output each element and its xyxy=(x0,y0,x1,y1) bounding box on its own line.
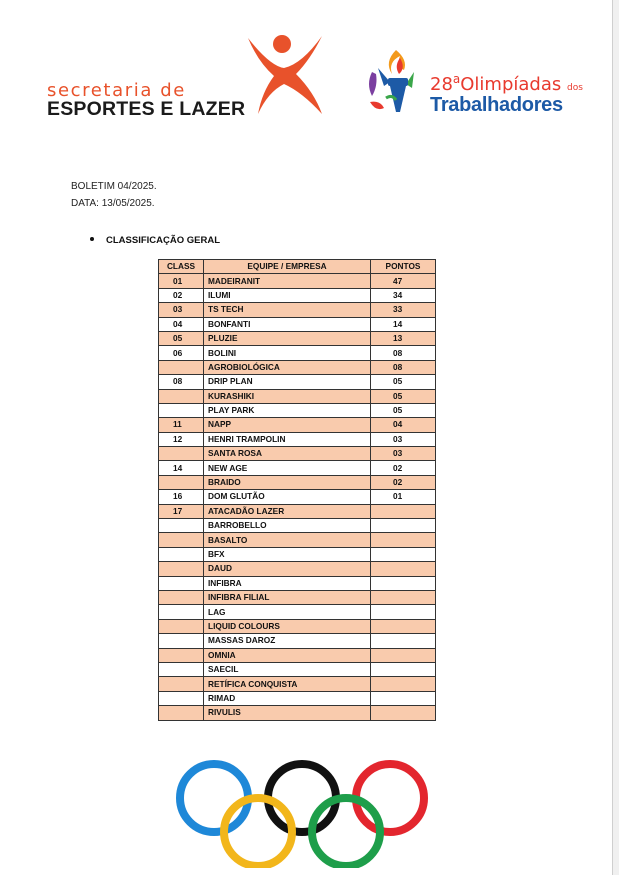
cell-team: DAUD xyxy=(204,562,371,576)
cell-team: BONFANTI xyxy=(204,317,371,331)
table-row xyxy=(159,590,436,604)
classification-table xyxy=(158,259,436,721)
table-header-row xyxy=(159,260,436,274)
cell-points xyxy=(371,504,436,518)
cell-class xyxy=(159,360,204,374)
cell-team: BFX xyxy=(204,547,371,561)
secretaria-logo xyxy=(40,30,330,125)
cell-class xyxy=(159,662,204,676)
cell-class: 17 xyxy=(159,504,204,518)
cell-points xyxy=(371,619,436,633)
cell-team: MADEIRANIT xyxy=(204,274,371,288)
col-header-class: CLASS xyxy=(159,260,204,274)
cell-class xyxy=(159,619,204,633)
cell-team: RIVULIS xyxy=(204,706,371,720)
cell-class xyxy=(159,706,204,720)
olympic-torch-icon xyxy=(366,48,428,128)
cell-points: 02 xyxy=(371,461,436,475)
cell-class: 11 xyxy=(159,418,204,432)
cell-team: NEW AGE xyxy=(204,461,371,475)
cell-team: DRIP PLAN xyxy=(204,375,371,389)
cell-team: INFIBRA FILIAL xyxy=(204,590,371,604)
table-row xyxy=(159,288,436,302)
cell-points: 08 xyxy=(371,360,436,374)
bulletin-date: DATA: 13/05/2025. xyxy=(71,198,155,209)
cell-team: MASSAS DAROZ xyxy=(204,634,371,648)
cell-class: 02 xyxy=(159,288,204,302)
table-row xyxy=(159,461,436,475)
table-row xyxy=(159,432,436,446)
cell-points xyxy=(371,677,436,691)
cell-points: 03 xyxy=(371,432,436,446)
cell-class: 04 xyxy=(159,317,204,331)
table-row xyxy=(159,403,436,417)
cell-team: NAPP xyxy=(204,418,371,432)
cell-points xyxy=(371,519,436,533)
table-row xyxy=(159,447,436,461)
olimpiadas-subtitle: Trabalhadores xyxy=(430,94,563,116)
cell-class xyxy=(159,403,204,417)
table-row xyxy=(159,490,436,504)
cell-points xyxy=(371,576,436,590)
cell-class xyxy=(159,562,204,576)
cell-points xyxy=(371,590,436,604)
table-row xyxy=(159,331,436,345)
cell-class xyxy=(159,576,204,590)
cell-class xyxy=(159,389,204,403)
cell-team: PLAY PARK xyxy=(204,403,371,417)
cell-class xyxy=(159,691,204,705)
cell-team: LIQUID COLOURS xyxy=(204,619,371,633)
table-row xyxy=(159,533,436,547)
cell-class xyxy=(159,648,204,662)
cell-points: 04 xyxy=(371,418,436,432)
cell-points xyxy=(371,547,436,561)
cell-points xyxy=(371,691,436,705)
cell-team: LAG xyxy=(204,605,371,619)
table-row xyxy=(159,634,436,648)
bulletin-meta xyxy=(71,178,157,212)
cell-class xyxy=(159,677,204,691)
orange-person-figure-icon xyxy=(240,30,330,120)
table-row xyxy=(159,605,436,619)
table-row xyxy=(159,303,436,317)
table-row xyxy=(159,418,436,432)
bullet-icon xyxy=(90,237,94,241)
cell-team: PLUZIE xyxy=(204,331,371,345)
table-row xyxy=(159,475,436,489)
cell-points: 47 xyxy=(371,274,436,288)
cell-team: TS TECH xyxy=(204,303,371,317)
table-row xyxy=(159,662,436,676)
cell-class: 16 xyxy=(159,490,204,504)
section-title: CLASSIFICAÇÃO GERAL xyxy=(106,235,220,246)
cell-points: 05 xyxy=(371,389,436,403)
cell-points: 33 xyxy=(371,303,436,317)
cell-points xyxy=(371,562,436,576)
cell-points: 05 xyxy=(371,375,436,389)
cell-points xyxy=(371,706,436,720)
cell-team: BRAIDO xyxy=(204,475,371,489)
olimpiadas-title: 28$^a$Olimpíadas dos xyxy=(430,72,583,95)
table-row xyxy=(159,519,436,533)
cell-class xyxy=(159,475,204,489)
cell-points: 01 xyxy=(371,490,436,504)
cell-team: AGROBIOLÓGICA xyxy=(204,360,371,374)
cell-team: INFIBRA xyxy=(204,576,371,590)
cell-class: 06 xyxy=(159,346,204,360)
cell-class xyxy=(159,547,204,561)
cell-class xyxy=(159,605,204,619)
table-row xyxy=(159,346,436,360)
cell-class: 14 xyxy=(159,461,204,475)
table-row xyxy=(159,562,436,576)
cell-team: SAECIL xyxy=(204,662,371,676)
cell-team: SANTA ROSA xyxy=(204,447,371,461)
table-row xyxy=(159,648,436,662)
cell-points xyxy=(371,662,436,676)
cell-class xyxy=(159,634,204,648)
table-row xyxy=(159,389,436,403)
cell-points xyxy=(371,605,436,619)
cell-points: 14 xyxy=(371,317,436,331)
cell-team: OMNIA xyxy=(204,648,371,662)
table-row xyxy=(159,706,436,720)
cell-points: 03 xyxy=(371,447,436,461)
logo-line-esportes: ESPORTES E LAZER xyxy=(47,98,246,120)
cell-points: 13 xyxy=(371,331,436,345)
cell-points xyxy=(371,533,436,547)
table-row xyxy=(159,375,436,389)
col-header-points: PONTOS xyxy=(371,260,436,274)
section-heading xyxy=(90,235,220,246)
table-row xyxy=(159,504,436,518)
cell-points: 05 xyxy=(371,403,436,417)
table-row xyxy=(159,360,436,374)
table-row xyxy=(159,677,436,691)
col-header-team: EQUIPE / EMPRESA xyxy=(204,260,371,274)
cell-class: 08 xyxy=(159,375,204,389)
cell-team: DOM GLUTÃO xyxy=(204,490,371,504)
cell-team: ATACADÃO LAZER xyxy=(204,504,371,518)
cell-class: 05 xyxy=(159,331,204,345)
cell-team: HENRI TRAMPOLIN xyxy=(204,432,371,446)
cell-class xyxy=(159,447,204,461)
cell-team: RETÍFICA CONQUISTA xyxy=(204,677,371,691)
table-row xyxy=(159,274,436,288)
cell-class xyxy=(159,533,204,547)
cell-team: BARROBELLO xyxy=(204,519,371,533)
bulletin-number: BOLETIM 04/2025. xyxy=(71,181,157,192)
cell-team: BASALTO xyxy=(204,533,371,547)
cell-points xyxy=(371,648,436,662)
cell-team: KURASHIKI xyxy=(204,389,371,403)
cell-points: 02 xyxy=(371,475,436,489)
cell-class: 03 xyxy=(159,303,204,317)
table-row xyxy=(159,619,436,633)
logo-line-secretaria: secretaria de xyxy=(47,80,186,101)
table-row xyxy=(159,576,436,590)
cell-team: RIMAD xyxy=(204,691,371,705)
cell-team: ILUMI xyxy=(204,288,371,302)
cell-points: 08 xyxy=(371,346,436,360)
cell-points: 34 xyxy=(371,288,436,302)
cell-class xyxy=(159,590,204,604)
cell-points xyxy=(371,634,436,648)
olimpiadas-logo xyxy=(366,48,596,128)
olympic-rings-icon xyxy=(172,760,434,868)
table-row xyxy=(159,317,436,331)
cell-class xyxy=(159,519,204,533)
table-row xyxy=(159,547,436,561)
table-row xyxy=(159,691,436,705)
cell-class: 01 xyxy=(159,274,204,288)
cell-class: 12 xyxy=(159,432,204,446)
cell-team: BOLINI xyxy=(204,346,371,360)
